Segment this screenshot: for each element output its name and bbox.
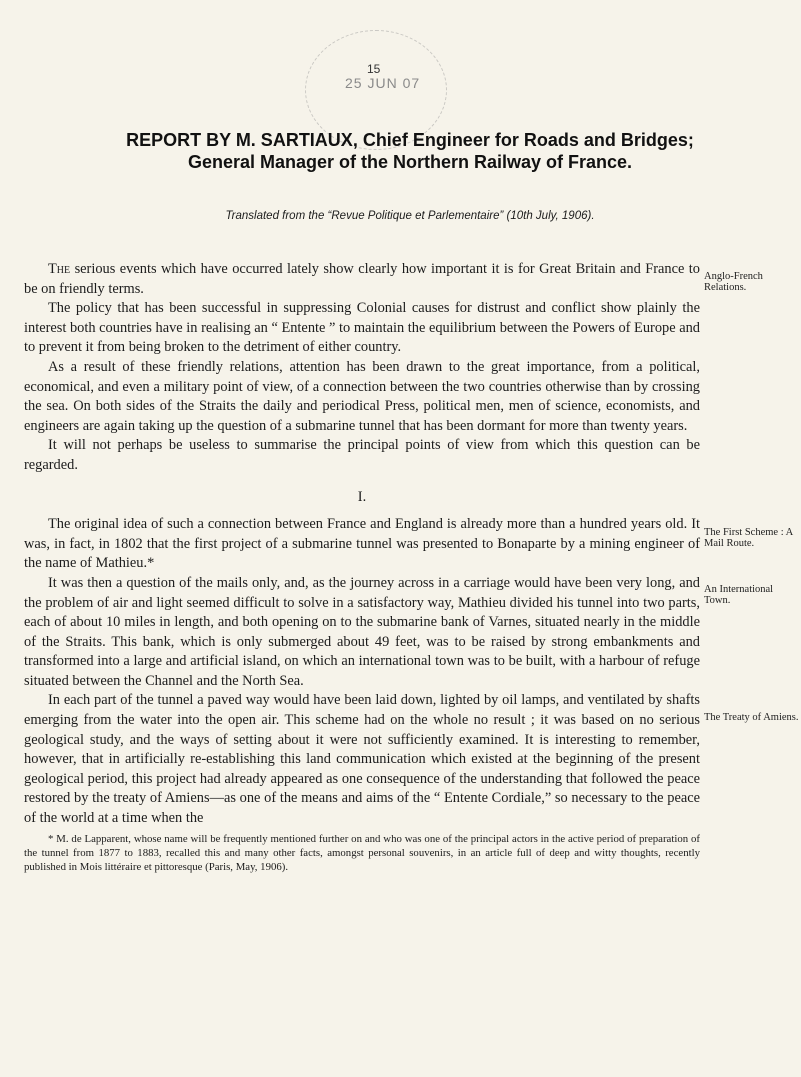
paragraph-1 [24, 260, 700, 299]
footnote: * M. de Lapparent, whose name will be frequently mentioned further on and who was one of the principal actors in the active period of preparation of the tunnel from 1877 to 1883, recalled this and many other facts, amongst personal souvenirs, in an article full of deep and witty thoughts, recently published in Mois littéraire et pittoresque (Paris, May, 1906). [24, 832, 700, 873]
stamp-page-number: 15 [367, 62, 381, 76]
marginal-note-treaty-amiens: The Treaty of Amiens. [704, 712, 799, 723]
translation-note: Translated from the “Revue Politique et Parlementaire” (10th July, 1906). [225, 210, 595, 222]
section-heading: I. [357, 488, 367, 505]
marginal-note-international-town: An International Town. [704, 584, 774, 606]
lead-word: The [48, 261, 71, 277]
paragraph-6: It was then a question of the mails only, and, as the journey across in a carriage would have been very long, and the problem of air and light seemed difficult to solve in a satisfactory way, Mathieu divided his tunnel into two parts, each of about 10 miles in length, and both opening on to the submarine bank of Varnes, situated nearly in the middle of the Straits. This bank, which is only submerged about 49 feet, was to be raised by strong embankments and transformed into a large and artificial island, on which an international town was to be built, with a harbour of refuge situated between the Channel and the North Sea. [24, 574, 700, 689]
report-title: REPORT BY M. SARTIAUX, Chief Engineer for Roads and Bridges; [126, 130, 694, 150]
marginal-note-first-scheme: The First Scheme : A Mail Route. [704, 527, 793, 549]
paragraph-7: In each part of the tunnel a paved way would have been laid down, lighted by oil lamps, and ventilated by shafts emerging from the water into the open air. This scheme had on the whole no result ; it was based on no serious geological study, and the ways of setting about it were not sufficiently examined. It is interesting to remember, however, that in artificially re-establishing this land communication which existed at the beginning of the present geological period, this project had already appeared as one consequence of the understanding that followed the peace restored by the treaty of Amiens—as one of the means and aims of the “ Entente Cordiale,” so necessary to the peace of the world at a time when the [24, 692, 700, 827]
article-body [24, 260, 700, 874]
paragraph-3: As a result of these friendly relations, attention has been drawn to the great importance, from a political, economical, and even a military point of view, of a connection between the two countries otherwise than by crossing the sea. On both sides of the Straits the daily and periodical Press, political men, men of science, economists, and engineers are again taking up the question of a submarine tunnel that has been dormant for more than twenty years. [24, 358, 700, 434]
paragraph-4: It will not perhaps be useless to summarise the principal points of view from which this question can be regarded. [24, 437, 700, 473]
paragraph-5: The original idea of such a connection between France and England is already more than a hundred years old. It was, in fact, in 1802 that the first project of a submarine tunnel was presented to Bonaparte by a mining engineer of the name of Mathieu.* [24, 516, 700, 572]
report-subtitle-author: General Manager of the Northern Railway of France. [187, 152, 633, 172]
paragraph-1-text: serious events which have occurred lately show clearly how important it is for Great Britain and France to be on friendly terms. [24, 261, 700, 297]
stamp-date: 25 JUN 07 [345, 75, 421, 91]
marginal-note-anglo-french: Anglo-French Relations. [704, 271, 763, 293]
paragraph-2: The policy that has been successful in suppressing Colonial causes for distrust and conflict show plainly the interest both countries have in realising an “ Entente ” to maintain the equilibrium between the Powers of Europe and to prevent it from being broken to the detriment of either country. [24, 300, 700, 356]
